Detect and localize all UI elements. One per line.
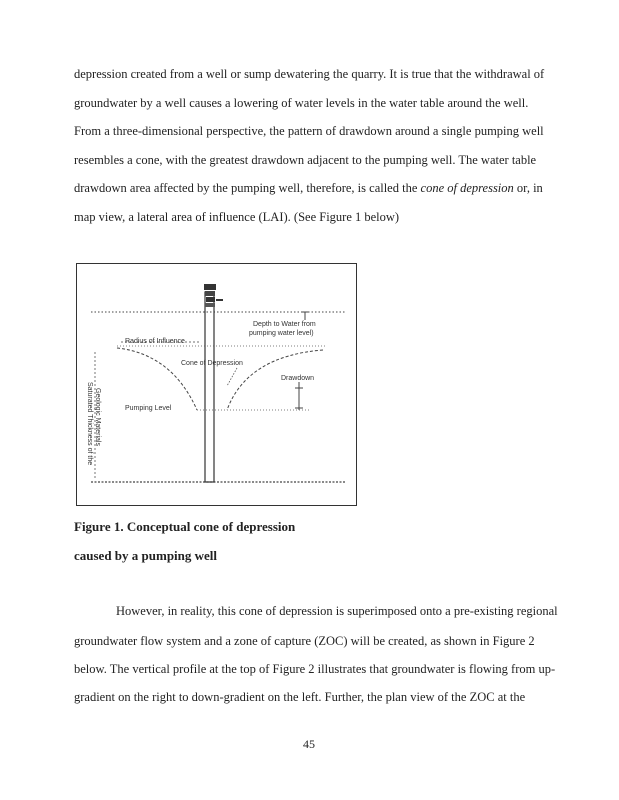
paragraph1-line-2: groundwater by a well causes a lowering of water levels in the water table around the well. bbox=[74, 96, 529, 110]
paragraph2-line-1: However, in reality, this cone of depression is superimposed onto a pre-existing regional bbox=[116, 604, 558, 618]
label-saturated-thickness-1: Saturated Thickness of the bbox=[86, 382, 93, 466]
pump-icon bbox=[204, 284, 223, 307]
paragraph1-line-5-pre: drawdown area affected by the pumping well, therefore, is called the bbox=[74, 181, 421, 195]
paragraph1-line-4: resembles a cone, with the greatest drawdown adjacent to the pumping well. The water table bbox=[74, 153, 537, 167]
label-pumping-level: Pumping Level bbox=[125, 405, 172, 412]
label-saturated-thickness-2: Geologic Materials bbox=[94, 388, 101, 446]
paragraph1-line-1: depression created from a well or sump dewatering the quarry. It is true that the withdrawal of bbox=[74, 67, 545, 81]
paragraph1-line-3: From a three-dimensional perspective, the pattern of drawdown around a single pumping well bbox=[74, 124, 544, 138]
label-cone-of-depression: Cone of Depression bbox=[181, 360, 243, 367]
cone-of-depression-diagram bbox=[77, 264, 358, 507]
cone-curve-left bbox=[117, 348, 197, 410]
figure-caption-line-2: caused by a pumping well bbox=[74, 548, 218, 563]
label-radius-of-influence: Radius of Influence bbox=[125, 338, 185, 345]
label-depth-to-water-2: pumping water level) bbox=[249, 330, 314, 337]
well-casing bbox=[205, 292, 214, 482]
paragraph1-line-5 bbox=[74, 181, 543, 195]
paragraph1-line-6: map view, a lateral area of influence (LAI). (See Figure 1 below) bbox=[74, 210, 400, 224]
figure-1-diagram bbox=[76, 263, 357, 506]
paragraph1-line-5-post: or, in bbox=[513, 181, 543, 195]
label-drawdown: Drawdown bbox=[281, 375, 315, 382]
paragraph2-line-3: below. The vertical profile at the top of Figure 2 illustrates that groundwater is flowing from up- bbox=[74, 662, 556, 676]
page-number: 45 bbox=[303, 737, 315, 751]
paragraph2-line-4: gradient on the right to down-gradient on the left. Further, the plan view of the ZOC at the bbox=[74, 690, 526, 704]
label-depth-to-water-1: Depth to Water from bbox=[253, 321, 316, 328]
figure-caption-line-1: Figure 1. Conceptual cone of depression bbox=[74, 519, 296, 534]
term-cone-of-depression: cone of depression bbox=[420, 181, 514, 195]
paragraph2-line-2: groundwater flow system and a zone of capture (ZOC) will be created, as shown in Figure 2 bbox=[74, 634, 535, 648]
